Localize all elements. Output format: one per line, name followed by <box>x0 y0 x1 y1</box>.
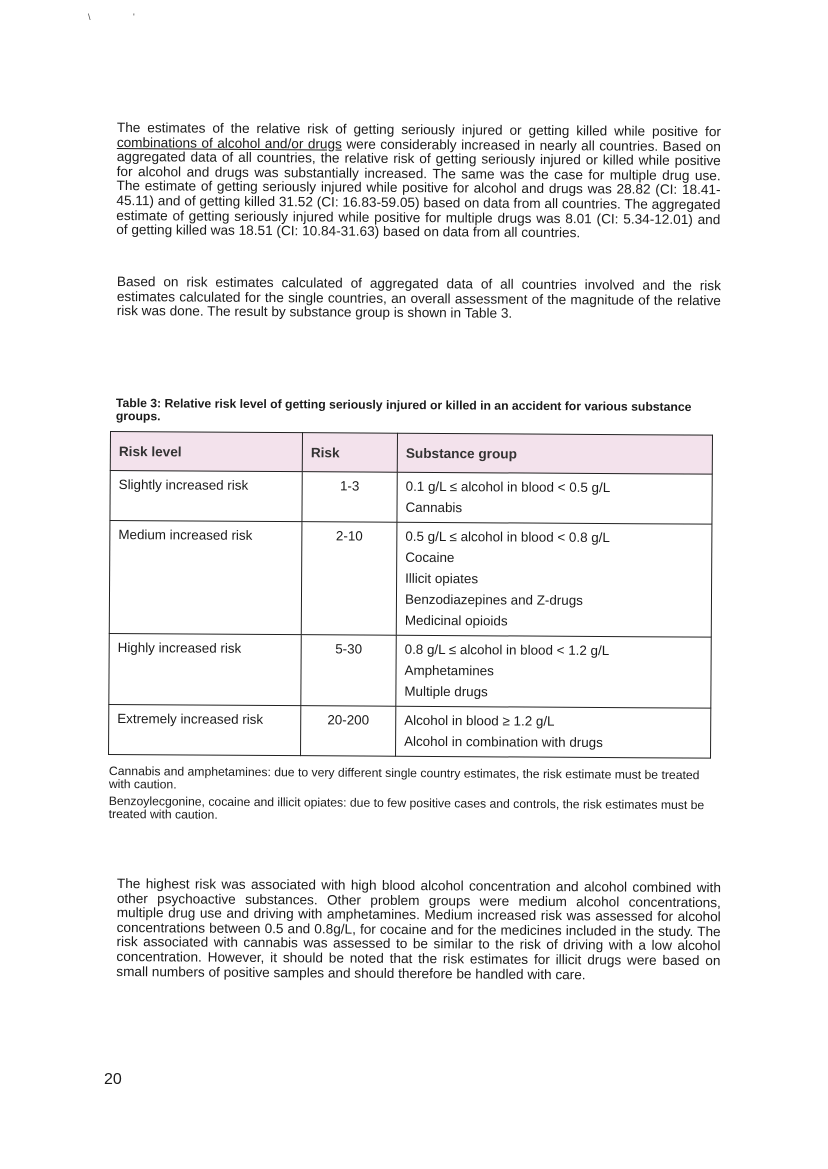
scan-mark: \ <box>88 12 91 22</box>
table-row <box>109 704 711 758</box>
substance-item: Alcohol in combination with drugs <box>404 733 603 751</box>
cell-risk: 20-200 <box>301 706 396 757</box>
substance-item: Cannabis <box>405 499 463 516</box>
page-number: 20 <box>104 1071 122 1088</box>
table-notes <box>109 765 713 829</box>
header-risk: Risk <box>302 433 397 473</box>
table-header-row <box>110 432 712 475</box>
table-row <box>109 633 711 708</box>
cell-risk: 2-10 <box>301 522 397 636</box>
scan-mark: ' <box>133 12 135 22</box>
cell-substances <box>396 635 711 708</box>
table-caption: Table 3: Relative risk level of getting seriously injured or killed in an accident for various substance groups. <box>115 396 692 424</box>
cell-risk-level: Medium increased risk <box>109 521 302 635</box>
table-row <box>109 521 712 638</box>
table-row <box>110 471 712 525</box>
underlined-phrase: combinations of alcohol and/or drugs <box>116 134 342 152</box>
substance-item: 0.8 g/L ≤ alcohol in blood < 1.2 g/L <box>404 641 610 659</box>
paragraph-combinations <box>116 121 721 242</box>
cell-substances <box>397 472 712 524</box>
cell-substances <box>396 706 711 758</box>
cell-risk-level: Slightly increased risk <box>110 471 302 522</box>
substance-item: Alcohol in blood ≥ 1.2 g/L <box>404 712 555 729</box>
substance-item: Illicit opiates <box>405 570 479 587</box>
substance-item: Multiple drugs <box>404 683 488 700</box>
note-benzoylecgonine: Benzoylecgonine, cocaine and illicit opiates: due to few positive cases and controls, the risk estimates must be treated with caution. <box>108 793 705 822</box>
paragraph-text: were considerably increased in nearly all countries. Based on aggregated data of all countries, the relative risk of getting seriously injured or killed while positive for alcohol and drugs was substantially increased. The same was the case for multiple drug use. The estimate of getting seriously injured while positive for alcohol and drugs was 28.82 (CI: 18.41-45.11) and of getting killed 31.52 (CI: 16.83-59.05) based on data from all countries. The aggregated estimate of getting seriously injured while positive for multiple drugs was 8.01 (CI: 5.34-12.01) and of getting killed was 18.51 (CI: 10.84-31.63) based on data from all countries. <box>116 136 721 241</box>
note-cannabis: Cannabis and amphetamines: due to very different single country estimates, the risk estimate must be treated with caution. <box>108 764 700 792</box>
scan-marks <box>88 12 175 22</box>
cell-risk: 1-3 <box>302 472 397 523</box>
risk-table <box>108 431 713 759</box>
header-substance-group: Substance group <box>397 433 712 474</box>
cell-risk: 5-30 <box>301 635 396 707</box>
substance-item: Benzodiazepines and Z-drugs <box>404 591 583 608</box>
header-risk-level: Risk level <box>110 432 302 472</box>
paragraph-text: The estimates of the relative risk of getting seriously injured or getting killed while positive for <box>116 120 721 140</box>
cell-risk-level: Extremely increased risk <box>109 704 301 755</box>
cell-substances <box>396 522 712 637</box>
substance-item: Cocaine <box>405 549 455 566</box>
substance-item: Amphetamines <box>404 662 494 679</box>
substance-item: Medicinal opioids <box>404 612 508 629</box>
cell-risk-level: Highly increased risk <box>109 633 301 705</box>
paragraph-overall-assessment: Based on risk estimates calculated of aggregated data of all countries involved and the risk estimates calculated for the single countries, an overall assessment of the magnitude of the relative risk was done. The result by substance group is shown in Table 3. <box>116 274 721 321</box>
substance-item: 0.5 g/L ≤ alcohol in blood < 0.8 g/L <box>405 528 610 546</box>
paragraph-highest-risk: The highest risk was associated with high blood alcohol concentration and alcohol combined with other psychoactive substances. Other problem groups were medium alcohol concentrations, multiple drug use and driving with amphetamines. Medium increased risk was assessed for alcohol concentrations between 0.5 and 0.8g/L, for cocaine and for the medicines included in the study. The risk associated with cannabis was assessed to be similar to the risk of driving with a low alcohol concentration. However, it should be noted that the risk estimates for illicit drugs were based on small numbers of positive samples and should therefore be handled with care. <box>116 876 721 982</box>
substance-item: 0.1 g/L ≤ alcohol in blood < 0.5 g/L <box>405 478 611 496</box>
